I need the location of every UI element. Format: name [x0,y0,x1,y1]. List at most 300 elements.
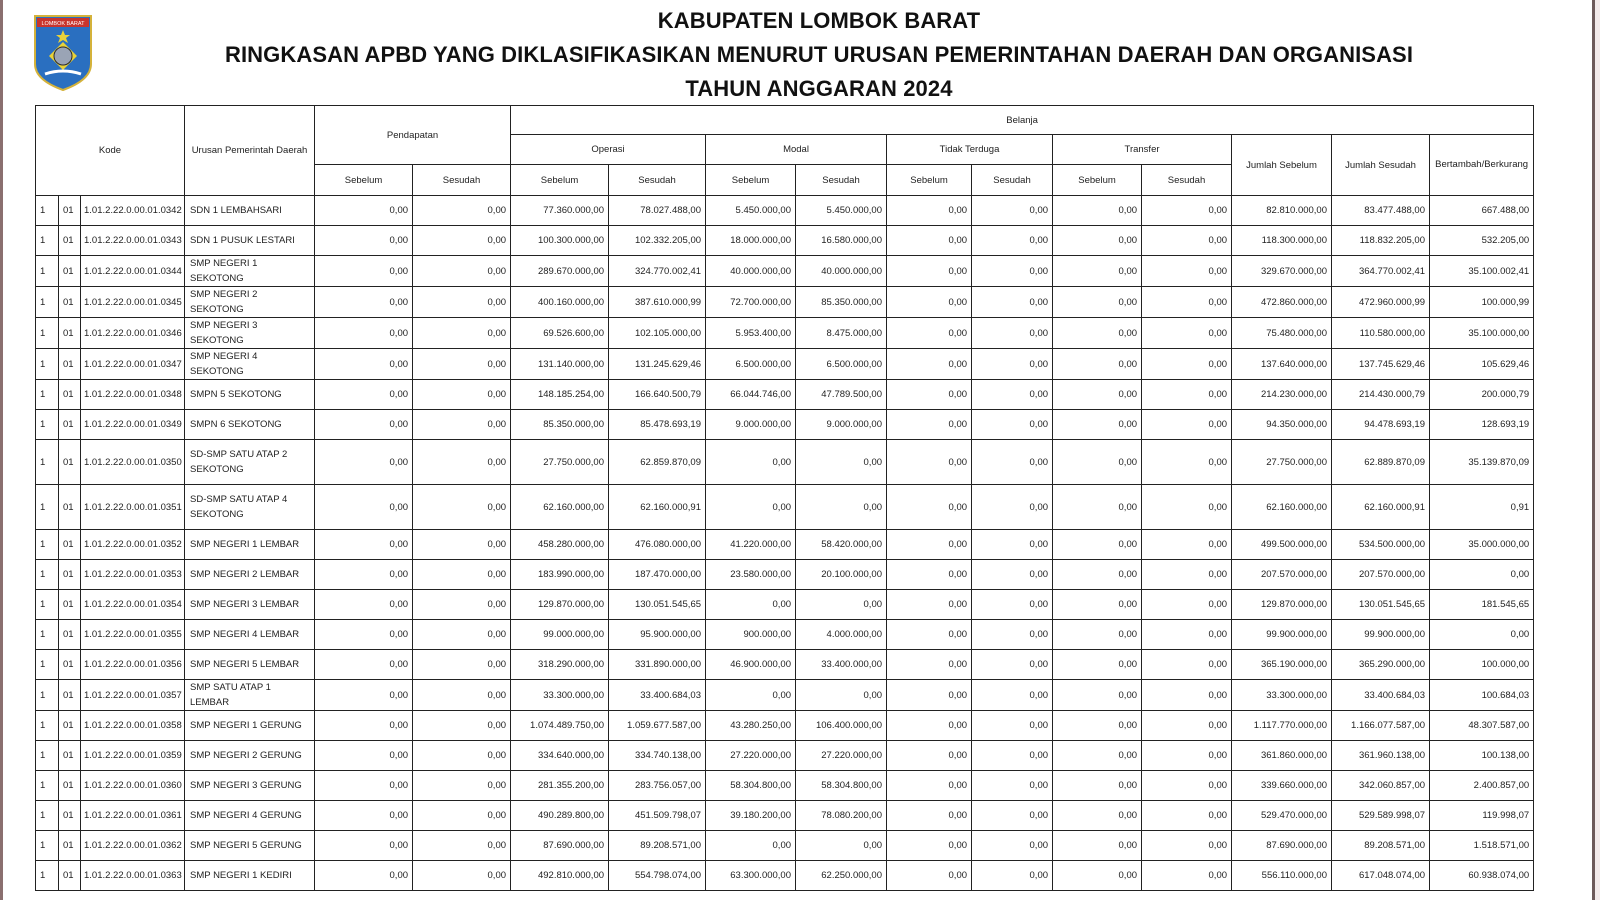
cell-jumlah-sebelum: 62.160.000,00 [1232,485,1332,530]
cell-modal-sesudah: 6.500.000,00 [796,349,887,380]
cell-tidak-terduga-sesudah: 0,00 [972,226,1053,256]
table-row [36,440,1534,485]
cell-transfer-sesudah: 0,00 [1142,650,1232,680]
cell-kode: 1.01.2.22.0.00.01.0343 [81,226,185,256]
table-row [36,650,1534,680]
cell-operasi-sebelum: 85.350.000,00 [511,410,609,440]
cell-operasi-sesudah: 102.332.205,00 [609,226,706,256]
cell-jumlah-sesudah: 364.770.002,41 [1332,256,1430,287]
cell-bidang-level: 01 [59,287,81,318]
cell-tidak-terduga-sebelum: 0,00 [887,226,972,256]
cell-transfer-sebelum: 0,00 [1053,560,1142,590]
cell-urusan-level: 1 [36,256,59,287]
cell-bertambah-berkurang: 200.000,79 [1430,380,1534,410]
cell-tidak-terduga-sebelum: 0,00 [887,861,972,891]
cell-kode: 1.01.2.22.0.00.01.0357 [81,680,185,711]
cell-jumlah-sebelum: 94.350.000,00 [1232,410,1332,440]
cell-transfer-sebelum: 0,00 [1053,741,1142,771]
cell-modal-sesudah: 4.000.000,00 [796,620,887,650]
cell-tidak-terduga-sebelum: 0,00 [887,831,972,861]
table-row [36,680,1534,711]
cell-tidak-terduga-sebelum: 0,00 [887,485,972,530]
cell-bidang-level: 01 [59,380,81,410]
cell-unit-name: SMPN 5 SEKOTONG [185,380,315,410]
cell-jumlah-sebelum: 207.570.000,00 [1232,560,1332,590]
cell-jumlah-sebelum: 33.300.000,00 [1232,680,1332,711]
cell-transfer-sebelum: 0,00 [1053,530,1142,560]
cell-jumlah-sesudah: 94.478.693,19 [1332,410,1430,440]
cell-transfer-sebelum: 0,00 [1053,196,1142,226]
cell-tidak-terduga-sesudah: 0,00 [972,530,1053,560]
cell-transfer-sesudah: 0,00 [1142,485,1232,530]
cell-tidak-terduga-sebelum: 0,00 [887,410,972,440]
header-tidak-terduga-sesudah: Sesudah [972,165,1053,196]
cell-transfer-sesudah: 0,00 [1142,410,1232,440]
cell-pendapatan-sesudah: 0,00 [413,287,511,318]
cell-pendapatan-sesudah: 0,00 [413,440,511,485]
cell-modal-sebelum: 18.000.000,00 [706,226,796,256]
cell-transfer-sebelum: 0,00 [1053,861,1142,891]
cell-modal-sesudah: 27.220.000,00 [796,741,887,771]
cell-transfer-sebelum: 0,00 [1053,318,1142,349]
cell-modal-sesudah: 9.000.000,00 [796,410,887,440]
cell-operasi-sebelum: 99.000.000,00 [511,620,609,650]
cell-urusan-level: 1 [36,650,59,680]
table-row [36,349,1534,380]
header-transfer-sebelum: Sebelum [1053,165,1142,196]
cell-bidang-level: 01 [59,410,81,440]
cell-unit-name: SMP NEGERI 4 GERUNG [185,801,315,831]
cell-tidak-terduga-sesudah: 0,00 [972,590,1053,620]
cell-modal-sesudah: 47.789.500,00 [796,380,887,410]
cell-modal-sesudah: 0,00 [796,485,887,530]
cell-jumlah-sebelum: 499.500.000,00 [1232,530,1332,560]
cell-operasi-sebelum: 458.280.000,00 [511,530,609,560]
cell-tidak-terduga-sesudah: 0,00 [972,650,1053,680]
cell-bidang-level: 01 [59,711,81,741]
table-row [36,741,1534,771]
cell-modal-sesudah: 62.250.000,00 [796,861,887,891]
cell-bidang-level: 01 [59,620,81,650]
cell-pendapatan-sebelum: 0,00 [315,650,413,680]
cell-tidak-terduga-sesudah: 0,00 [972,620,1053,650]
cell-tidak-terduga-sebelum: 0,00 [887,196,972,226]
cell-jumlah-sesudah: 99.900.000,00 [1332,620,1430,650]
cell-modal-sebelum: 27.220.000,00 [706,741,796,771]
cell-modal-sebelum: 46.900.000,00 [706,650,796,680]
cell-bertambah-berkurang: 0,00 [1430,620,1534,650]
cell-tidak-terduga-sesudah: 0,00 [972,380,1053,410]
cell-bertambah-berkurang: 35.100.000,00 [1430,318,1534,349]
cell-kode: 1.01.2.22.0.00.01.0360 [81,771,185,801]
cell-operasi-sebelum: 100.300.000,00 [511,226,609,256]
cell-transfer-sesudah: 0,00 [1142,318,1232,349]
header-belanja: Belanja [511,106,1534,135]
cell-kode: 1.01.2.22.0.00.01.0344 [81,256,185,287]
cell-jumlah-sesudah: 1.166.077.587,00 [1332,711,1430,741]
table-row [36,530,1534,560]
cell-urusan-level: 1 [36,196,59,226]
table-row [36,590,1534,620]
cell-modal-sebelum: 43.280.250,00 [706,711,796,741]
cell-bertambah-berkurang: 60.938.074,00 [1430,861,1534,891]
cell-pendapatan-sesudah: 0,00 [413,650,511,680]
cell-bidang-level: 01 [59,226,81,256]
cell-jumlah-sesudah: 207.570.000,00 [1332,560,1430,590]
cell-urusan-level: 1 [36,680,59,711]
cell-transfer-sesudah: 0,00 [1142,349,1232,380]
cell-tidak-terduga-sesudah: 0,00 [972,256,1053,287]
header-modal-sebelum: Sebelum [706,165,796,196]
cell-operasi-sesudah: 166.640.500,79 [609,380,706,410]
cell-pendapatan-sesudah: 0,00 [413,711,511,741]
cell-jumlah-sesudah: 118.832.205,00 [1332,226,1430,256]
cell-modal-sebelum: 0,00 [706,590,796,620]
cell-jumlah-sesudah: 534.500.000,00 [1332,530,1430,560]
cell-modal-sesudah: 0,00 [796,440,887,485]
cell-bertambah-berkurang: 35.139.870,09 [1430,440,1534,485]
cell-kode: 1.01.2.22.0.00.01.0358 [81,711,185,741]
cell-bidang-level: 01 [59,485,81,530]
cell-kode: 1.01.2.22.0.00.01.0345 [81,287,185,318]
cell-modal-sebelum: 0,00 [706,831,796,861]
table-row [36,410,1534,440]
cell-operasi-sebelum: 131.140.000,00 [511,349,609,380]
cell-tidak-terduga-sebelum: 0,00 [887,440,972,485]
cell-modal-sebelum: 6.500.000,00 [706,349,796,380]
cell-transfer-sebelum: 0,00 [1053,680,1142,711]
cell-modal-sebelum: 0,00 [706,680,796,711]
cell-bertambah-berkurang: 100.138,00 [1430,741,1534,771]
cell-operasi-sesudah: 451.509.798,07 [609,801,706,831]
cell-operasi-sesudah: 130.051.545,65 [609,590,706,620]
cell-tidak-terduga-sesudah: 0,00 [972,560,1053,590]
cell-tidak-terduga-sesudah: 0,00 [972,831,1053,861]
cell-tidak-terduga-sebelum: 0,00 [887,349,972,380]
cell-pendapatan-sebelum: 0,00 [315,196,413,226]
cell-urusan-level: 1 [36,741,59,771]
cell-tidak-terduga-sesudah: 0,00 [972,349,1053,380]
cell-modal-sebelum: 0,00 [706,440,796,485]
cell-bertambah-berkurang: 48.307.587,00 [1430,711,1534,741]
cell-operasi-sesudah: 95.900.000,00 [609,620,706,650]
header-transfer-sesudah: Sesudah [1142,165,1232,196]
cell-modal-sesudah: 0,00 [796,590,887,620]
cell-pendapatan-sebelum: 0,00 [315,318,413,349]
cell-modal-sesudah: 0,00 [796,831,887,861]
cell-operasi-sebelum: 318.290.000,00 [511,650,609,680]
cell-operasi-sesudah: 324.770.002,41 [609,256,706,287]
cell-operasi-sebelum: 334.640.000,00 [511,741,609,771]
cell-pendapatan-sesudah: 0,00 [413,771,511,801]
cell-modal-sesudah: 0,00 [796,680,887,711]
cell-pendapatan-sesudah: 0,00 [413,861,511,891]
cell-modal-sebelum: 9.000.000,00 [706,410,796,440]
cell-transfer-sesudah: 0,00 [1142,711,1232,741]
cell-modal-sesudah: 78.080.200,00 [796,801,887,831]
cell-kode: 1.01.2.22.0.00.01.0363 [81,861,185,891]
cell-modal-sebelum: 5.953.400,00 [706,318,796,349]
cell-tidak-terduga-sesudah: 0,00 [972,680,1053,711]
cell-jumlah-sesudah: 137.745.629,46 [1332,349,1430,380]
cell-kode: 1.01.2.22.0.00.01.0349 [81,410,185,440]
header-jumlah-sesudah: Jumlah Sesudah [1332,135,1430,196]
cell-bertambah-berkurang: 0,91 [1430,485,1534,530]
cell-pendapatan-sebelum: 0,00 [315,741,413,771]
cell-tidak-terduga-sesudah: 0,00 [972,196,1053,226]
cell-jumlah-sesudah: 214.430.000,79 [1332,380,1430,410]
header-tidak-terduga-sebelum: Sebelum [887,165,972,196]
cell-modal-sebelum: 900.000,00 [706,620,796,650]
cell-urusan-level: 1 [36,831,59,861]
cell-tidak-terduga-sebelum: 0,00 [887,287,972,318]
cell-unit-name: SDN 1 LEMBAHSARI [185,196,315,226]
cell-modal-sebelum: 23.580.000,00 [706,560,796,590]
cell-unit-name: SMP NEGERI 2 SEKOTONG [185,287,315,318]
cell-unit-name: SMP NEGERI 1 GERUNG [185,711,315,741]
header-tidak-terduga: Tidak Terduga [887,135,1053,165]
cell-tidak-terduga-sesudah: 0,00 [972,410,1053,440]
cell-modal-sesudah: 58.304.800,00 [796,771,887,801]
cell-bertambah-berkurang: 2.400.857,00 [1430,771,1534,801]
cell-bertambah-berkurang: 105.629,46 [1430,349,1534,380]
cell-pendapatan-sebelum: 0,00 [315,711,413,741]
cell-unit-name: SMP SATU ATAP 1 LEMBAR [185,680,315,711]
cell-modal-sebelum: 66.044.746,00 [706,380,796,410]
header-modal-sesudah: Sesudah [796,165,887,196]
cell-bidang-level: 01 [59,440,81,485]
table-row [36,861,1534,891]
cell-transfer-sesudah: 0,00 [1142,861,1232,891]
table-row [36,287,1534,318]
cell-pendapatan-sebelum: 0,00 [315,287,413,318]
cell-tidak-terduga-sebelum: 0,00 [887,680,972,711]
cell-jumlah-sesudah: 62.889.870,09 [1332,440,1430,485]
cell-jumlah-sebelum: 365.190.000,00 [1232,650,1332,680]
table-row [36,318,1534,349]
cell-jumlah-sesudah: 62.160.000,91 [1332,485,1430,530]
cell-pendapatan-sesudah: 0,00 [413,349,511,380]
cell-bidang-level: 01 [59,530,81,560]
cell-urusan-level: 1 [36,380,59,410]
cell-kode: 1.01.2.22.0.00.01.0351 [81,485,185,530]
cell-urusan-level: 1 [36,771,59,801]
cell-pendapatan-sesudah: 0,00 [413,226,511,256]
cell-operasi-sesudah: 331.890.000,00 [609,650,706,680]
cell-transfer-sebelum: 0,00 [1053,650,1142,680]
cell-unit-name: SMP NEGERI 5 LEMBAR [185,650,315,680]
cell-jumlah-sesudah: 83.477.488,00 [1332,196,1430,226]
cell-modal-sesudah: 16.580.000,00 [796,226,887,256]
cell-pendapatan-sebelum: 0,00 [315,226,413,256]
cell-kode: 1.01.2.22.0.00.01.0353 [81,560,185,590]
cell-jumlah-sesudah: 130.051.545,65 [1332,590,1430,620]
cell-urusan-level: 1 [36,590,59,620]
table-row [36,771,1534,801]
cell-modal-sesudah: 5.450.000,00 [796,196,887,226]
cell-urusan-level: 1 [36,440,59,485]
cell-bertambah-berkurang: 100.000,00 [1430,650,1534,680]
cell-urusan-level: 1 [36,711,59,741]
cell-bidang-level: 01 [59,560,81,590]
cell-jumlah-sebelum: 339.660.000,00 [1232,771,1332,801]
cell-operasi-sesudah: 78.027.488,00 [609,196,706,226]
cell-tidak-terduga-sebelum: 0,00 [887,256,972,287]
cell-bertambah-berkurang: 0,00 [1430,560,1534,590]
cell-modal-sebelum: 41.220.000,00 [706,530,796,560]
cell-operasi-sebelum: 183.990.000,00 [511,560,609,590]
page-right-margin [1595,0,1600,900]
cell-transfer-sebelum: 0,00 [1053,590,1142,620]
cell-tidak-terduga-sebelum: 0,00 [887,560,972,590]
cell-unit-name: SMP NEGERI 3 LEMBAR [185,590,315,620]
cell-modal-sesudah: 8.475.000,00 [796,318,887,349]
cell-jumlah-sebelum: 361.860.000,00 [1232,741,1332,771]
cell-urusan-level: 1 [36,530,59,560]
cell-urusan-level: 1 [36,410,59,440]
cell-operasi-sebelum: 148.185.254,00 [511,380,609,410]
cell-pendapatan-sebelum: 0,00 [315,349,413,380]
cell-jumlah-sesudah: 472.960.000,99 [1332,287,1430,318]
table-row [36,620,1534,650]
cell-pendapatan-sebelum: 0,00 [315,530,413,560]
cell-transfer-sebelum: 0,00 [1053,349,1142,380]
cell-jumlah-sebelum: 99.900.000,00 [1232,620,1332,650]
cell-bertambah-berkurang: 119.998,07 [1430,801,1534,831]
cell-operasi-sebelum: 490.289.800,00 [511,801,609,831]
cell-transfer-sesudah: 0,00 [1142,560,1232,590]
cell-modal-sesudah: 40.000.000,00 [796,256,887,287]
cell-jumlah-sebelum: 75.480.000,00 [1232,318,1332,349]
cell-jumlah-sebelum: 329.670.000,00 [1232,256,1332,287]
cell-bertambah-berkurang: 35.000.000,00 [1430,530,1534,560]
cell-unit-name: SMP NEGERI 1 KEDIRI [185,861,315,891]
table-row [36,711,1534,741]
cell-transfer-sebelum: 0,00 [1053,771,1142,801]
cell-bertambah-berkurang: 100.000,99 [1430,287,1534,318]
cell-pendapatan-sesudah: 0,00 [413,380,511,410]
cell-tidak-terduga-sesudah: 0,00 [972,861,1053,891]
cell-operasi-sesudah: 187.470.000,00 [609,560,706,590]
cell-jumlah-sebelum: 137.640.000,00 [1232,349,1332,380]
cell-bidang-level: 01 [59,256,81,287]
cell-tidak-terduga-sebelum: 0,00 [887,711,972,741]
cell-kode: 1.01.2.22.0.00.01.0362 [81,831,185,861]
cell-urusan-level: 1 [36,226,59,256]
header-jumlah-sebelum: Jumlah Sebelum [1232,135,1332,196]
cell-transfer-sesudah: 0,00 [1142,530,1232,560]
cell-operasi-sebelum: 27.750.000,00 [511,440,609,485]
cell-pendapatan-sebelum: 0,00 [315,771,413,801]
cell-kode: 1.01.2.22.0.00.01.0350 [81,440,185,485]
cell-urusan-level: 1 [36,801,59,831]
cell-transfer-sesudah: 0,00 [1142,590,1232,620]
cell-operasi-sebelum: 62.160.000,00 [511,485,609,530]
cell-jumlah-sesudah: 33.400.684,03 [1332,680,1430,711]
cell-operasi-sebelum: 400.160.000,00 [511,287,609,318]
cell-operasi-sesudah: 283.756.057,00 [609,771,706,801]
cell-tidak-terduga-sesudah: 0,00 [972,318,1053,349]
cell-pendapatan-sesudah: 0,00 [413,530,511,560]
cell-pendapatan-sesudah: 0,00 [413,741,511,771]
cell-tidak-terduga-sebelum: 0,00 [887,741,972,771]
table-row [36,196,1534,226]
cell-unit-name: SMP NEGERI 1 LEMBAR [185,530,315,560]
cell-tidak-terduga-sebelum: 0,00 [887,380,972,410]
cell-modal-sesudah: 106.400.000,00 [796,711,887,741]
cell-bidang-level: 01 [59,196,81,226]
cell-transfer-sebelum: 0,00 [1053,831,1142,861]
cell-modal-sebelum: 40.000.000,00 [706,256,796,287]
logo-label: LOMBOK BARAT [41,21,85,27]
cell-modal-sesudah: 20.100.000,00 [796,560,887,590]
cell-operasi-sebelum: 77.360.000,00 [511,196,609,226]
cell-tidak-terduga-sesudah: 0,00 [972,440,1053,485]
cell-tidak-terduga-sebelum: 0,00 [887,801,972,831]
table-row [36,380,1534,410]
cell-jumlah-sesudah: 529.589.998,07 [1332,801,1430,831]
cell-pendapatan-sesudah: 0,00 [413,560,511,590]
cell-transfer-sebelum: 0,00 [1053,380,1142,410]
cell-operasi-sesudah: 85.478.693,19 [609,410,706,440]
cell-bidang-level: 01 [59,861,81,891]
cell-transfer-sesudah: 0,00 [1142,287,1232,318]
cell-kode: 1.01.2.22.0.00.01.0354 [81,590,185,620]
cell-pendapatan-sesudah: 0,00 [413,318,511,349]
cell-pendapatan-sebelum: 0,00 [315,560,413,590]
cell-operasi-sesudah: 334.740.138,00 [609,741,706,771]
table-row [36,485,1534,530]
cell-tidak-terduga-sesudah: 0,00 [972,485,1053,530]
cell-tidak-terduga-sebelum: 0,00 [887,650,972,680]
cell-operasi-sesudah: 62.859.870,09 [609,440,706,485]
cell-modal-sebelum: 39.180.200,00 [706,801,796,831]
cell-urusan-level: 1 [36,349,59,380]
cell-bidang-level: 01 [59,771,81,801]
cell-kode: 1.01.2.22.0.00.01.0355 [81,620,185,650]
cell-jumlah-sebelum: 118.300.000,00 [1232,226,1332,256]
cell-modal-sebelum: 58.304.800,00 [706,771,796,801]
cell-kode: 1.01.2.22.0.00.01.0359 [81,741,185,771]
cell-unit-name: SMP NEGERI 2 GERUNG [185,741,315,771]
header-modal: Modal [706,135,887,165]
cell-operasi-sebelum: 33.300.000,00 [511,680,609,711]
table-row [36,256,1534,287]
cell-jumlah-sebelum: 472.860.000,00 [1232,287,1332,318]
cell-modal-sebelum: 5.450.000,00 [706,196,796,226]
cell-modal-sesudah: 85.350.000,00 [796,287,887,318]
cell-transfer-sebelum: 0,00 [1053,287,1142,318]
cell-kode: 1.01.2.22.0.00.01.0342 [81,196,185,226]
cell-bidang-level: 01 [59,318,81,349]
cell-tidak-terduga-sesudah: 0,00 [972,771,1053,801]
cell-transfer-sesudah: 0,00 [1142,801,1232,831]
cell-bidang-level: 01 [59,650,81,680]
table-row [36,801,1534,831]
cell-transfer-sebelum: 0,00 [1053,801,1142,831]
cell-operasi-sesudah: 89.208.571,00 [609,831,706,861]
cell-modal-sebelum: 0,00 [706,485,796,530]
cell-pendapatan-sesudah: 0,00 [413,485,511,530]
cell-jumlah-sesudah: 361.960.138,00 [1332,741,1430,771]
cell-operasi-sesudah: 554.798.074,00 [609,861,706,891]
header-operasi-sebelum: Sebelum [511,165,609,196]
cell-operasi-sesudah: 387.610.000,99 [609,287,706,318]
cell-jumlah-sesudah: 89.208.571,00 [1332,831,1430,861]
cell-pendapatan-sebelum: 0,00 [315,680,413,711]
cell-unit-name: SMP NEGERI 1 SEKOTONG [185,256,315,287]
header-pendapatan: Pendapatan [315,106,511,165]
